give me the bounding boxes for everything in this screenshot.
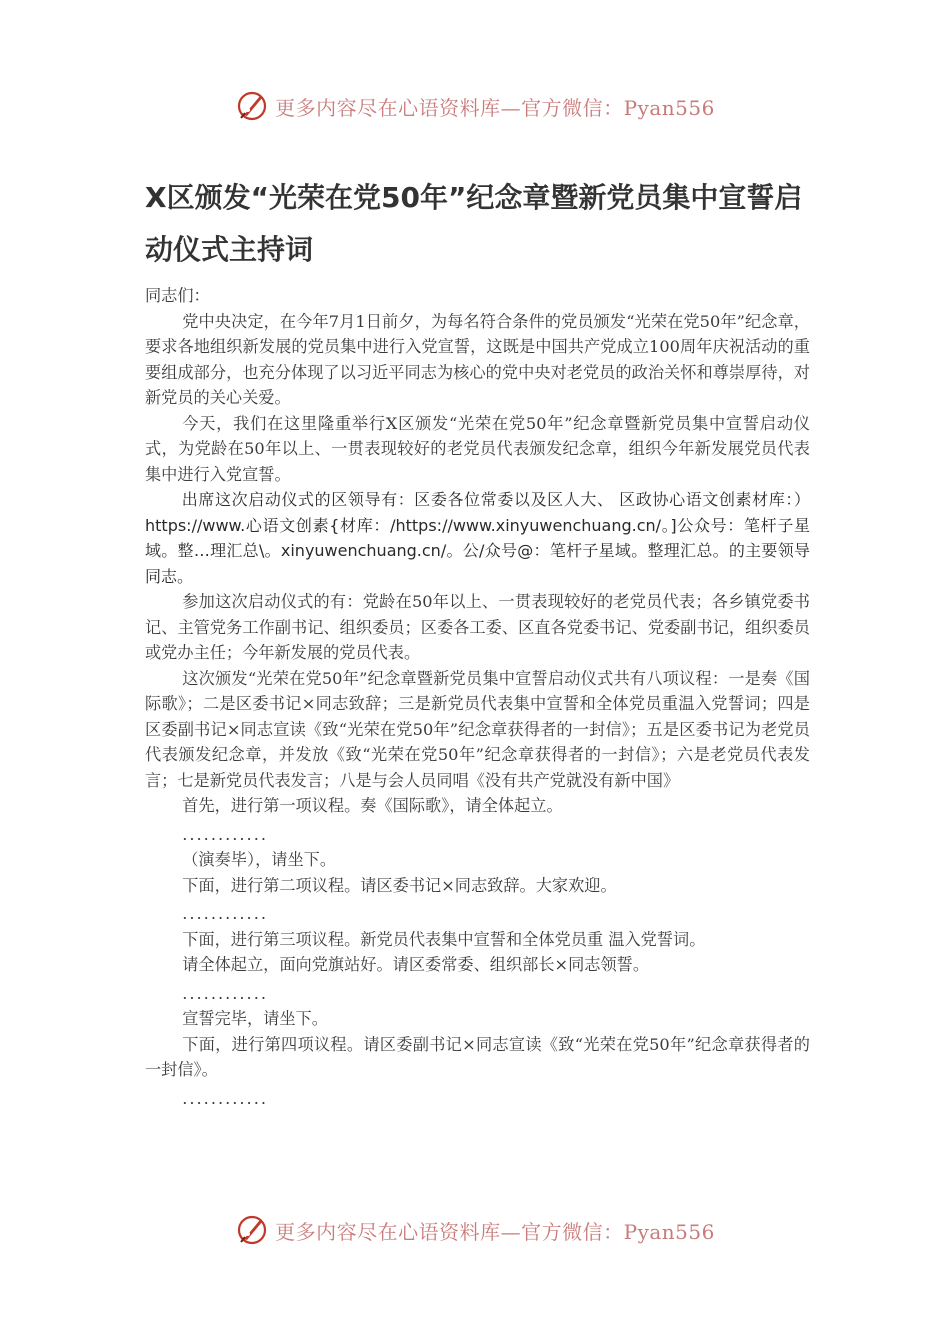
paragraph: 党中央决定，在今年7月1日前夕，为每名符合条件的党员颁发“光荣在党50年”纪念章，要求各地组织新发展的党员集中进行入党宣誓，这既是中国共产党成立100周年庆祝活动的重要组成部分，也充分体现了以习近平同志为核心的党中央对老党员的政治关怀和尊崇厚待，对新党员的关心关爱。	[145, 311, 810, 407]
banner-content	[235, 1213, 715, 1247]
banner-content	[235, 89, 715, 123]
paragraph: 下面，进行第二项议程。请区委书记×同志致辞。大家欢迎。	[182, 875, 617, 895]
greeting: 同志们：	[145, 286, 210, 305]
quill-pen-icon	[235, 89, 269, 123]
banner-text: 更多内容尽在心语资料库—官方微信：Pyan556	[275, 1219, 715, 1244]
quill-pen-icon	[235, 1213, 269, 1247]
paragraph: 出席这次启动仪式的区领导有：区委各位常委以及区人大、 区政协心语文创素材库：）https://www.心语文创素{材库：/https://www.xinyuwenchuang.cn/。]公众号：笔杆子星域。整…理汇总\。xinyuwenchuang.cn/。公/众号@：笔杆子星域。整理汇总。的主要领导同志。	[145, 490, 810, 586]
paragraph: 宣誓完毕，请坐下。	[182, 1009, 328, 1028]
paragraph: 首先，进行第一项议程。奏《国际歌》，请全体起立。	[182, 796, 563, 815]
paragraph: 今天，我们在这里隆重举行X区颁发“光荣在党50年”纪念章暨新党员集中宣誓启动仪式，为党龄在50年以上、一贯表现较好的老党员代表颁发纪念章，组织今年新发展党员代表集中进行入党宣誓。	[145, 413, 810, 484]
header-banner	[0, 86, 950, 126]
paragraph: （演奏毕），请坐下。	[182, 850, 337, 869]
ellipsis-separator: ............	[182, 1088, 268, 1108]
paragraph: 这次颁发“光荣在党50年”纪念章暨新党员集中宣誓启动仪式共有八项议程：一是奏《国际歌》；二是区委书记×同志致辞；三是新党员代表集中宣誓和全体党员重温入党誓词；四是区委副书记×同志宣读《致“光荣在党50年”纪念章获得者的一封信》；五是区委书记为老党员代表颁发纪念章，并发放《致“光荣在党50年”纪念章获得者的一封信》；六是老党员代表发言；七是新党员代表发言；八是与会人员同唱《没有共产党就没有新中国》	[145, 668, 810, 790]
ellipsis-separator: ............	[182, 904, 268, 923]
paragraph: 下面，进行第三项议程。新党员代表集中宣誓和全体党员重 温入党誓词。	[182, 929, 706, 949]
document-title: X区颁发“光荣在党50年”纪念章暨新党员集中宣誓启动仪式主持词	[145, 181, 803, 266]
banner-text: 更多内容尽在心语资料库—官方微信：Pyan556	[275, 95, 715, 120]
document-body	[145, 283, 810, 1111]
ellipsis-separator: ............	[182, 983, 268, 1003]
ellipsis-separator: ............	[182, 824, 268, 844]
paragraph: 下面，进行第四项议程。请区委副书记×同志宣读《致“光荣在党50年”纪念章获得者的一封信》。	[145, 1034, 810, 1079]
footer-banner	[0, 1210, 950, 1250]
paragraph: 请全体起立，面向党旗站好。请区委常委、组织部长×同志领誓。	[182, 955, 650, 974]
paragraph: 参加这次启动仪式的有：党龄在50年以上、一贯表现较好的老党员代表；各乡镇党委书记、主管党务工作副书记、组织委员；区委各工委、区直各党委书记、党委副书记，组织委员或党办主任；今年新发展的党员代表。	[145, 592, 810, 662]
